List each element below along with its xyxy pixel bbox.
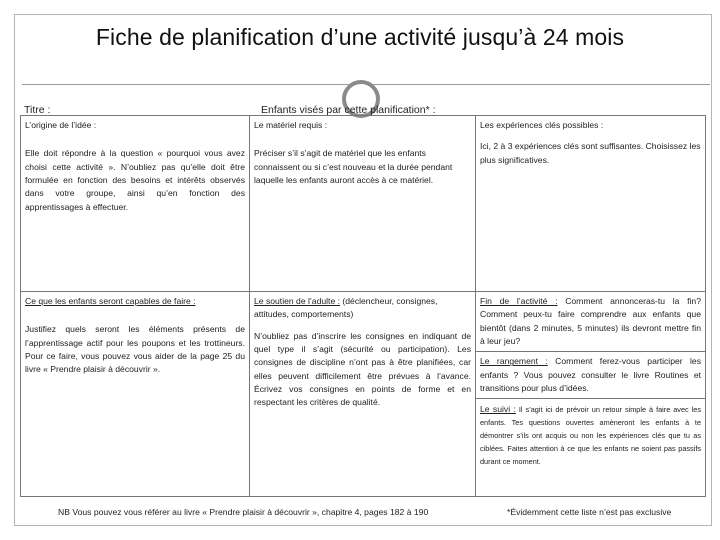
soutien-cell [250, 292, 476, 497]
titre-label: Titre : [24, 104, 51, 116]
fin-text: Comment annonceras-tu la fin? Comment peux-tu faire comprendre aux enfants que bientôt (dans 2 minutes, 5 minutes) ils devront mettre fin à leur jeu? [480, 296, 701, 346]
origine-cell [21, 116, 250, 292]
origine-text: Elle doit répondre à la question « pourquoi vous avez choisi cette activité ». N’oubliez pas qu’elle doit être formulée en fonction des besoins et intérêts observés dans votre groupe, ainsi qu’en fonction des apprentissages à effectuer. [25, 148, 245, 212]
experiences-label: Les expériences clés possibles : [480, 120, 604, 130]
rangement-label: Le rangement : [480, 356, 548, 367]
planning-table [20, 115, 706, 497]
fin-label: Fin de l’activité : [480, 296, 558, 306]
capables-label: Ce que les enfants seront capables de faire : [25, 296, 196, 306]
capables-cell [21, 292, 250, 497]
soutien-text: N’oubliez pas d’inscrire les consignes en indiquant de quel type il s’agit (sécurité ou participation). Les consignes de discipline n’ont pas à être planifiées, car elles peuvent difficilement être prévues à l’avance. Écrivez vos consignes en points de forme et en respectant les critères de qualité. [254, 330, 471, 408]
materiel-label: Le matériel requis : [254, 120, 328, 130]
right-stack-cell [476, 292, 706, 497]
rangement-block [476, 352, 705, 399]
experiences-cell [476, 116, 706, 292]
soutien-rest: (déclencheur, consignes, attitudes, comportements) [254, 296, 438, 320]
suivi-label: Le suivi : [480, 404, 516, 415]
footer-exclusive-note: *Évidemment cette liste n’est pas exclusive [507, 507, 672, 517]
enfants-label: Enfants visés par cette planification* : [261, 104, 436, 116]
rangement-text: Comment ferez-vous participer les enfants ? Vous pouvez consulter le livre Routines et transitions pour plus d’idées. [480, 356, 702, 393]
suivi-text: Il s’agit ici de prévoir un retour simple à faire avec les enfants. Tes questions ouvertes amèneront les enfants à te démontrer s’ils ont acquis ou non les expériences clés que tu as ciblées. Faites attention à ce que les enfants ne soient pas passifs durant ce moment. [480, 405, 701, 466]
experiences-text: Ici, 2 à 3 expériences clés sont suffisantes. Choisissez les plus significatives. [480, 141, 701, 165]
materiel-cell [250, 116, 476, 292]
origine-label: L’origine de l’idée : [25, 120, 97, 130]
fin-block [476, 292, 705, 352]
capables-text: Justifiez quels seront les éléments présents de l’apprentissage actif pour les poupons et les trottineurs. Pour ce faire, vous pouvez vous aider de la page 25 du livre « Prendre plaisir à découvrir ». [25, 324, 245, 375]
materiel-text: Préciser s’il s’agit de matériel que les enfants connaissent ou si c’est nouveau et la durée pendant laquelle les enfants auront accès à ce matériel. [254, 148, 453, 185]
suivi-block [476, 399, 705, 471]
table-row [21, 292, 706, 497]
page-title: Fiche de planification d’une activité jusqu’à 24 mois [95, 24, 625, 50]
footer-note: NB Vous pouvez vous référer au livre « Prendre plaisir à découvrir », chapitre 4, pages 182 à 190 [58, 507, 429, 517]
table-row [21, 116, 706, 292]
soutien-label: Le soutien de l’adulte : [254, 296, 341, 306]
soutien-heading [254, 295, 471, 322]
